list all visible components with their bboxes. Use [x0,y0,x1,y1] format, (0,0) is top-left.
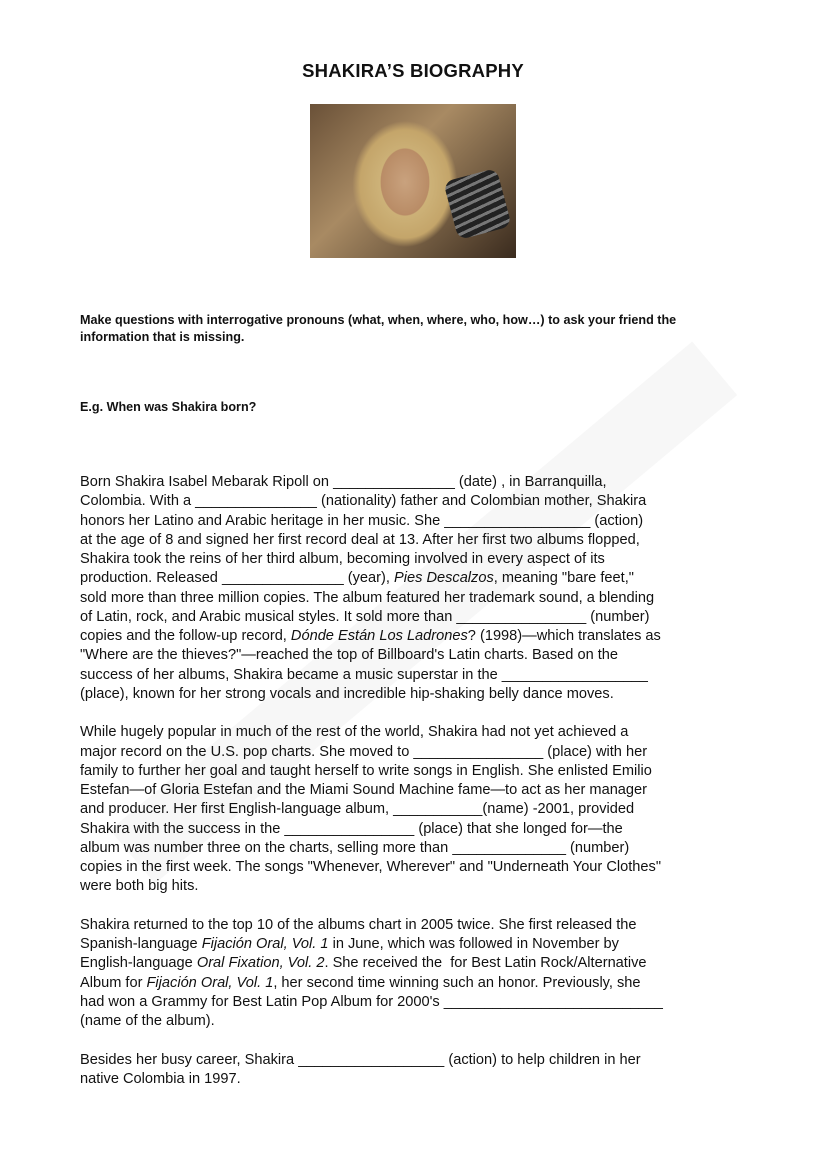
text-segment: copies in the first week. The songs "Whenever, Wherever" and "Underneath Your Clothes" [80,859,662,875]
page-title: SHAKIRA’S BIOGRAPHY [302,60,524,81]
text-line [80,473,780,492]
album-title: Dónde Están Los Ladrones [290,628,468,644]
text-segment: Colombia. With a _______________ (nationality) father and Colombian mother, Shakira [80,493,647,510]
text-segment: success of her albums, Shakira became a music superstar in the __________________ [80,666,648,683]
text-segment: Album for [80,974,147,991]
text-line [80,723,780,742]
text-line [80,627,780,646]
text-line [80,839,780,858]
text-segment: Besides her busy career, Shakira __________________ (action) to help children in her [80,1051,641,1068]
text-segment: (place), known for her strong vocals and incredible hip-shaking belly dance moves. [80,685,614,702]
text-segment: Shakira took the reins of her third album, becoming involved in every aspect of its [80,551,605,567]
text-segment: album was number three on the charts, selling more than ______________ (number) [80,839,630,856]
text-segment: at the age of 8 and signed her first record deal at 13. After her first two albums flopped, [80,531,640,548]
text-line [80,550,780,569]
text-line [80,916,780,935]
text-line [80,512,780,531]
text-segment: ? (1998)—which translates as [467,628,661,644]
text-segment: English-language [80,955,197,972]
biography-text [80,473,780,1108]
album-title: Fijación Oral, Vol. 1 [146,974,274,991]
text-line [80,974,780,993]
text-line [80,935,780,954]
text-segment: of Latin, rock, and Arabic musical styles. It sold more than ________________ (number) [80,608,650,625]
text-line [80,781,780,800]
album-title: Pies Descalzos [394,570,494,587]
text-line [80,762,780,781]
text-segment: . She received the for Best Latin Rock/Alternative [324,955,647,972]
biography-paragraph [80,916,780,1032]
biography-paragraph [80,1051,780,1090]
text-line [80,1070,780,1089]
text-segment: (name of the album). [80,1013,215,1029]
text-segment: major record on the U.S. pop charts. She moved to ________________ (place) with her [80,743,648,760]
text-line [80,531,780,550]
text-segment: production. Released _______________ (year), [80,570,394,587]
text-segment: Shakira with the success in the ________________ (place) that she longed for—the [80,820,623,837]
text-segment: , meaning "bare feet," [493,570,634,587]
text-line [80,858,780,877]
text-segment: copies and the follow-up record, [80,628,291,644]
biography-paragraph [80,473,780,704]
text-segment: Shakira returned to the top 10 of the albums chart in 2005 twice. She first released the [80,916,637,933]
text-segment: native Colombia in 1997. [80,1070,241,1087]
text-line [80,993,780,1012]
text-line [80,1051,780,1070]
album-title: Fijación Oral, Vol. 1 [201,936,329,952]
text-line [80,877,780,896]
album-title: Oral Fixation, Vol. 2 [196,955,325,972]
text-segment: sold more than three million copies. The album featured her trademark sound, a blending [80,589,655,606]
text-line [80,743,780,762]
instructions [80,312,800,346]
text-segment: had won a Grammy for Best Latin Pop Album for 2000's ___________________________ [80,993,663,1010]
text-segment: Born Shakira Isabel Mebarak Ripoll on _______________ (date) , in Barranquilla, [80,474,607,490]
text-segment: were both big hits. [80,878,199,895]
text-line [80,820,780,839]
text-line [80,492,780,511]
text-segment: "Where are the thieves?"—reached the top of Billboard's Latin charts. Based on the [80,647,619,664]
text-segment: family to further her goal and taught herself to write songs in English. She enlisted Emilio [80,762,652,779]
text-segment: Spanish-language [80,936,202,952]
text-line [80,1012,780,1031]
text-segment: honors her Latino and Arabic heritage in her music. She __________________ (action) [80,512,644,529]
text-line [80,685,780,704]
text-line [80,800,780,819]
example-question: E.g. When was Shakira born? [80,400,257,414]
text-segment: While hugely popular in much of the rest of the world, Shakira had not yet achieved a [80,724,629,741]
text-line [80,646,780,665]
text-segment: in June, which was followed in November by [328,936,619,952]
text-line [80,954,780,973]
biography-paragraph [80,723,780,896]
text-line [80,666,780,685]
text-line [80,608,780,627]
shakira-photo [310,104,516,258]
instruction-line: information that is missing. [80,330,245,344]
text-line [80,569,780,588]
text-segment: Estefan—of Gloria Estefan and the Miami Sound Machine fame—to act as her manager [80,782,648,798]
text-segment: , her second time winning such an honor. Previously, she [273,974,641,991]
text-segment: and producer. Her first English-language album, ___________(name) -2001, provided [80,801,635,818]
instruction-line: Make questions with interrogative pronouns (what, when, where, who, how…) to ask your friend the [80,313,677,327]
text-line [80,589,780,608]
